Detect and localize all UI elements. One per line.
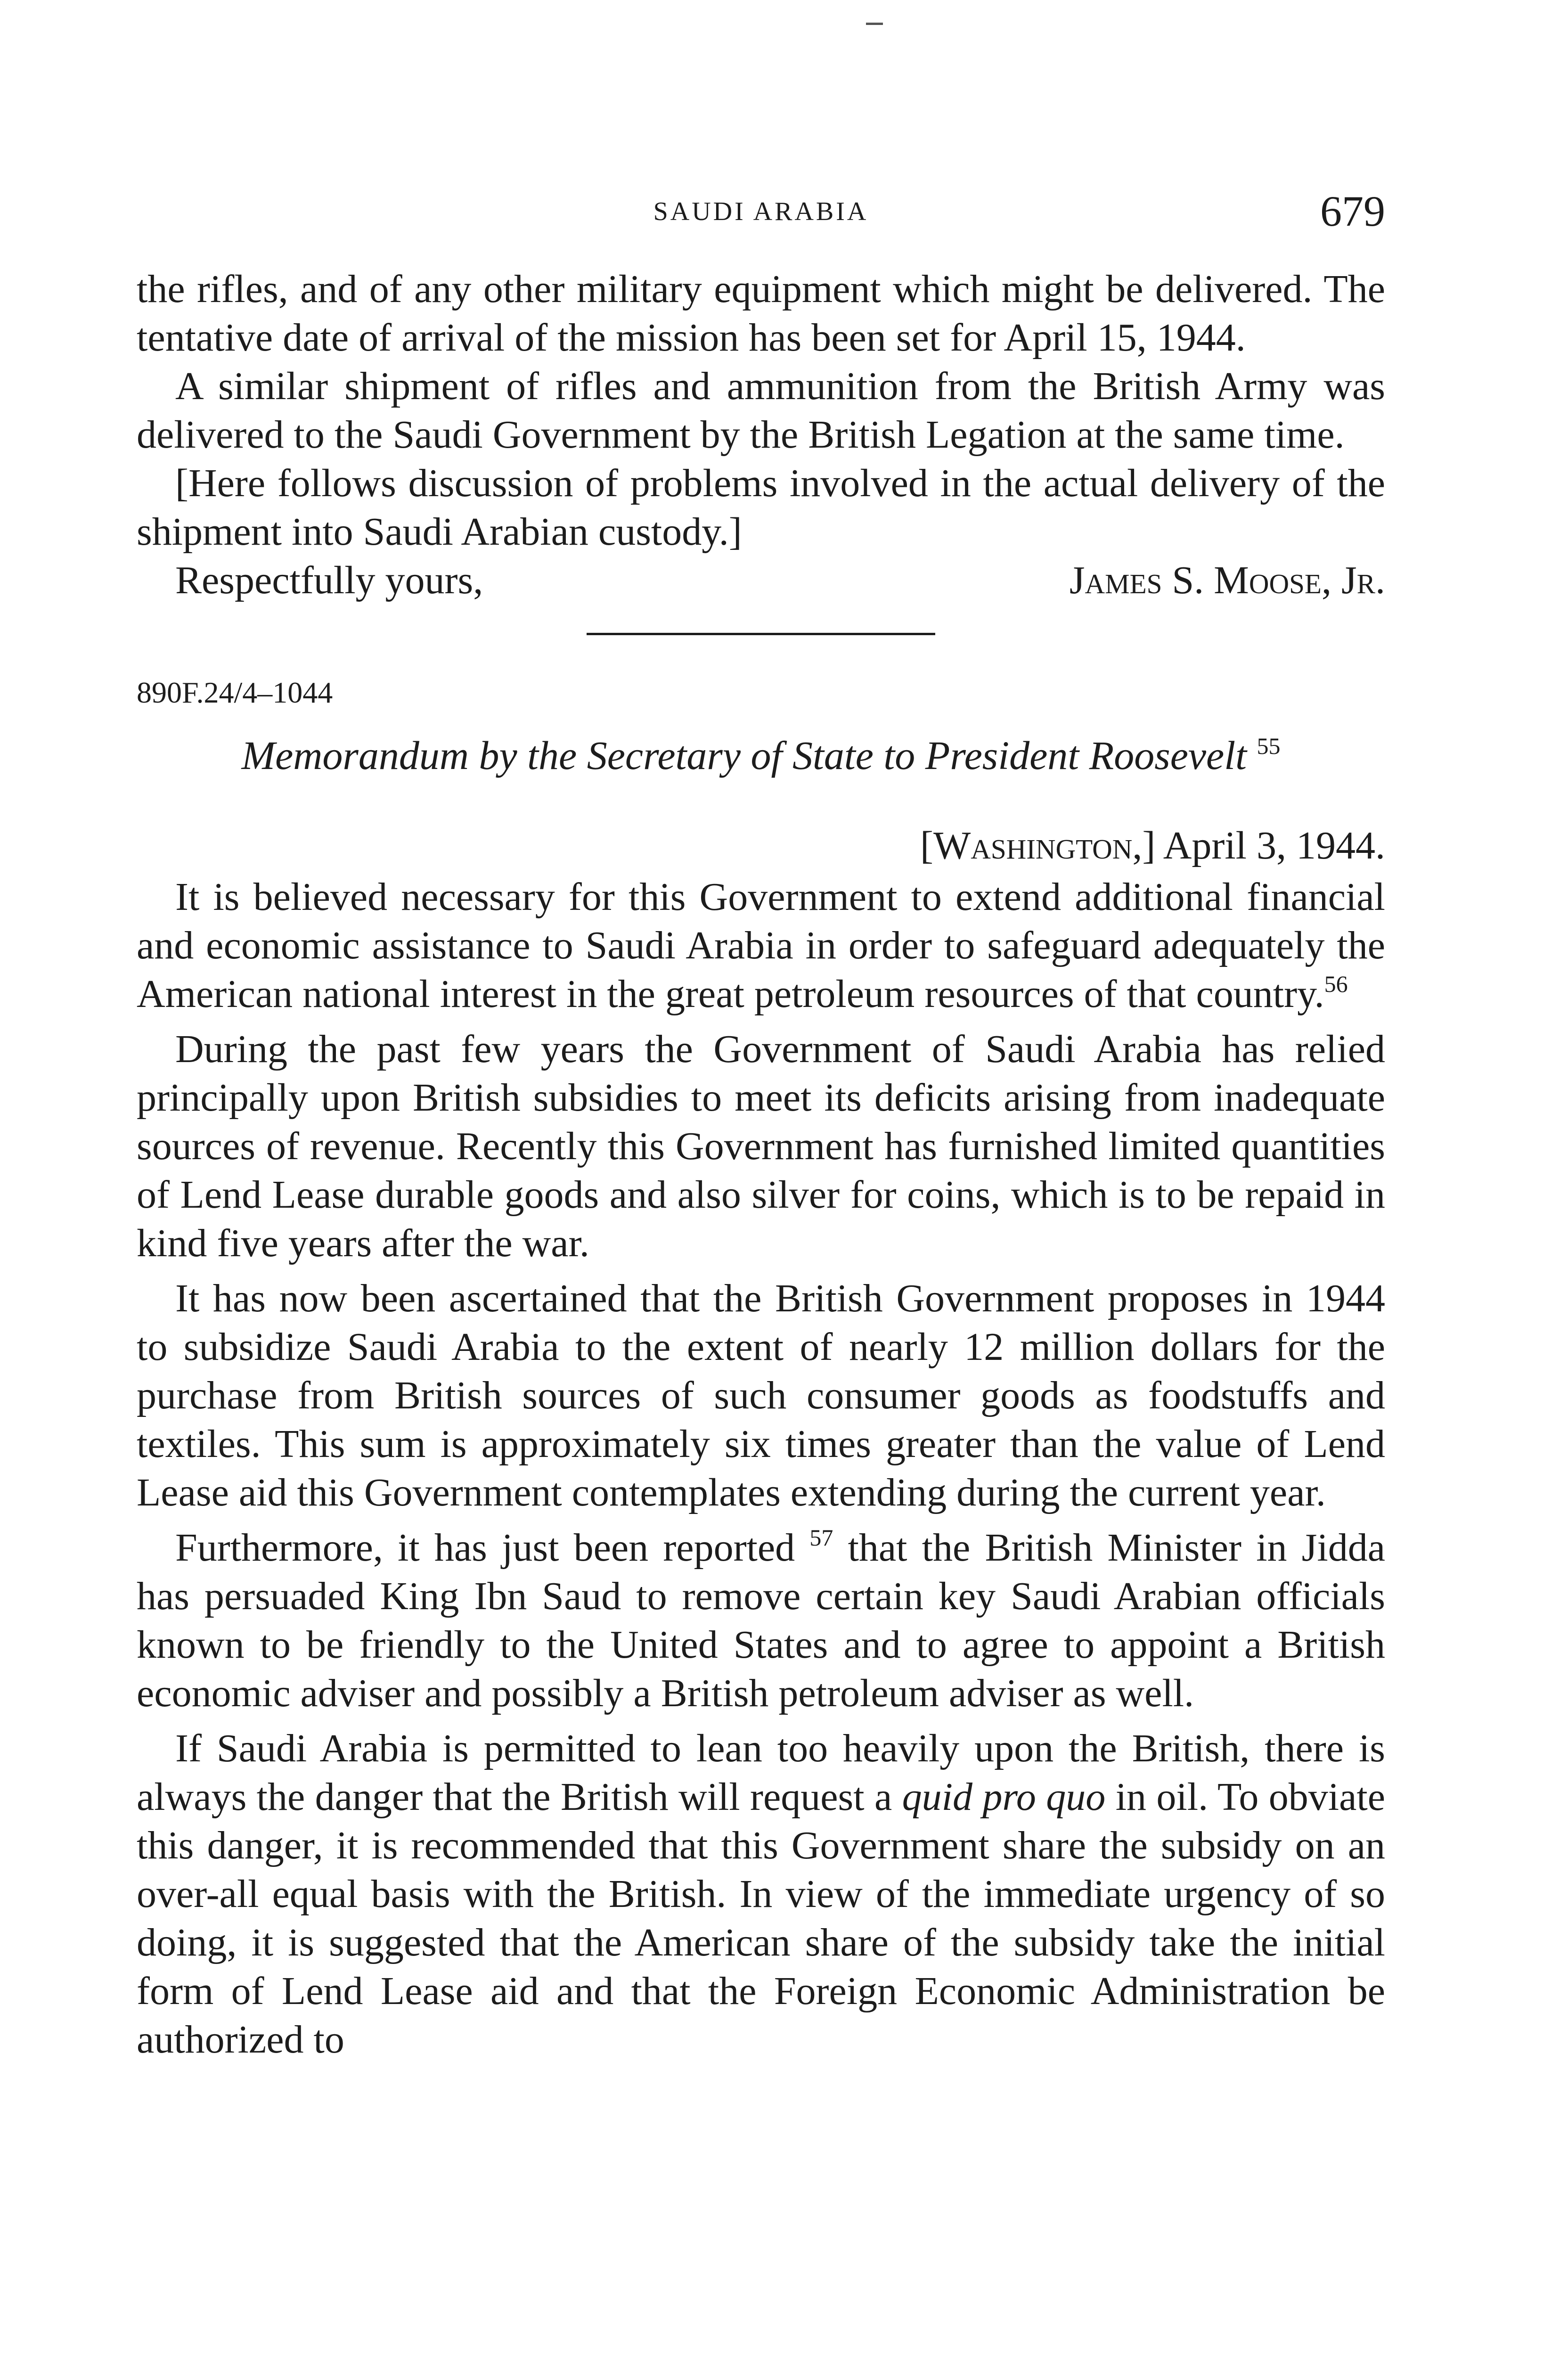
- memo-paragraph-1: [137, 873, 1385, 1018]
- letter-paragraph-2: A similar shipment of rifles and ammunition from the British Army was delivered to the Saudi Government by the British Legation at the same time.: [137, 364, 1385, 457]
- memo-paragraph-4-start: Furthermore, it has just been reported: [175, 1526, 795, 1570]
- footnote-ref-56: 56: [1324, 971, 1348, 997]
- letter-paragraph-3: [Here follows discussion of problems involved in the actual delivery of the shipment into Saudi Arabian custody.]: [137, 461, 1385, 554]
- body-text: [137, 265, 1385, 2064]
- letter-paragraph-1: the rifles, and of any other military equipment which might be delivered. The tentative date of arrival of the mission has been set for April 15, 1944.: [137, 267, 1385, 360]
- memo-title-text: Memorandum by the Secretary of State to President Roosevelt: [241, 733, 1247, 778]
- page-header: [137, 186, 1385, 243]
- memo-paragraph-4: [137, 1523, 1385, 1718]
- memo-paragraph-4-end: that the British Minister in Jidda has persuaded King Ibn Saud to remove certain key Saudi Arabian officials known to be friendly to the United States and to agree to appoint a British economic adviser and possibly a British petroleum adviser as well.: [137, 1526, 1386, 1715]
- latin-phrase: quid pro quo: [902, 1775, 1106, 1819]
- footnote-ref-55: 55: [1257, 733, 1281, 759]
- footnote-ref-57: 57: [809, 1524, 833, 1551]
- signature: James S. Moose, Jr.: [1069, 558, 1385, 602]
- scan-mark: [866, 23, 883, 25]
- memo-paragraph-1-text: It is believed necessary for this Government to extend additional financial and economic assistance to Saudi Arabia in order to safeguard adequately the American national interest in the great petroleum resources of that country.: [137, 875, 1385, 1016]
- memo-paragraph-2: During the past few years the Government of Saudi Arabia has relied principally upon British subsidies to meet its deficits arising from inadequate sources of revenue. Recently this Government has furnished limited quantities of Lend Lease durable goods and also silver for coins, which is to be repaid in kind five years after the war.: [137, 1027, 1385, 1265]
- section-divider: [587, 633, 935, 635]
- dateline: [137, 821, 1385, 870]
- signature-line: [137, 556, 1385, 605]
- memo-paragraph-5-end: in oil. To obviate this danger, it is recommended that this Government share the subsidy on an over-all equal basis with the British. In view of the immediate urgency of so doing, it is suggested that the American share of the subsidy take the initial form of Lend Lease aid and that the Foreign Economic Administration be authorized to: [137, 1775, 1386, 2062]
- dateline-date: April 3, 1944.: [1163, 824, 1385, 867]
- document-id: 890F.24/4–1044: [137, 676, 333, 709]
- memo-paragraph-5: [137, 1724, 1385, 2064]
- memo-paragraph-5-start: If Saudi Arabia is permitted to lean too heavily upon the British, there is always the danger that the British will request a: [137, 1726, 1385, 1819]
- page-number: 679: [1320, 187, 1385, 235]
- memo-title: [137, 731, 1385, 780]
- running-head: SAUDI ARABIA: [653, 197, 869, 226]
- closing: Respectfully yours,: [175, 558, 483, 602]
- dateline-place: [Washington,]: [920, 824, 1156, 867]
- memo-paragraph-3: It has now been ascertained that the British Government proposes in 1944 to subsidize Saudi Arabia to the extent of nearly 12 million dollars for the purchase from British sources of such consumer goods as foodstuffs and textiles. This sum is approximately six times greater than the value of Lend Lease aid this Government contemplates extending during the current year.: [137, 1276, 1385, 1514]
